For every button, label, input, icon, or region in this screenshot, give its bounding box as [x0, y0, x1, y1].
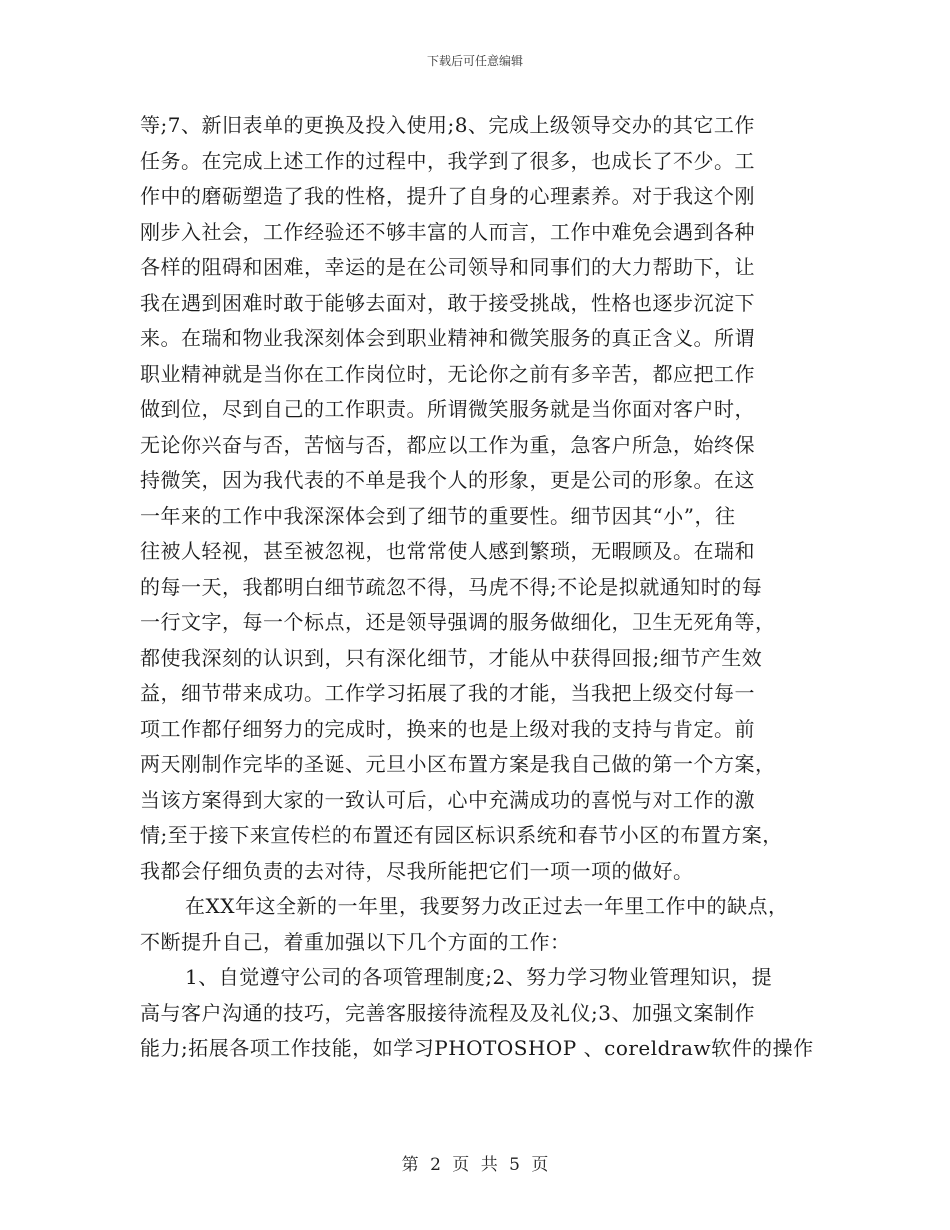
- text-line: 无论你兴奋与否，苦恼与否，都应以工作为重，急客户所急，始终保: [140, 432, 755, 457]
- page-number-footer: 第 2 页 共 5 页: [401, 1155, 549, 1175]
- text-line: 一年来的工作中我深深体会到了细节的重要性。细节因其“小”，往: [140, 503, 736, 528]
- paragraph-work-summary: [140, 108, 812, 889]
- text-line: 我都会仔细负责的去对待，尽我所能把它们一项一项的做好。: [140, 858, 694, 883]
- page-header: 下载后可任意编辑: [426, 54, 523, 68]
- text-line: 当该方案得到大家的一致认可后，心中充满成功的喜悦与对工作的激: [140, 787, 755, 812]
- text-line: 一行文字，每一个标点，还是领导强调的服务做细化，卫生无死角等，: [140, 610, 776, 634]
- text-line: 在XX年这全新的一年里，我要努力改正过去一年里工作中的缺点，: [185, 894, 789, 918]
- text-line: 能力;拓展各项工作技能，如学习PHOTOSHOP 、coreldraw软件的操作: [140, 1036, 814, 1060]
- text-line: 不断提升自己，着重加强以下几个方面的工作：: [140, 929, 571, 954]
- text-line: 职业精神就是当你在工作岗位时，无论你之前有多辛苦，都应把工作: [140, 361, 755, 386]
- document-body: [140, 108, 812, 1067]
- text-line: 任务。在完成上述工作的过程中，我学到了很多，也成长了不少。工: [140, 148, 755, 173]
- text-line: 做到位，尽到自己的工作职责。所谓微笑服务就是当你面对客户时，: [140, 397, 755, 421]
- text-line: 两天刚制作完毕的圣诞、元旦小区布置方案是我自己做的第一个方案，: [140, 752, 776, 776]
- text-line: 的每一天，我都明白细节疏忽不得，马虎不得;不论是拟就通知时的每: [140, 574, 763, 599]
- text-line: 情;至于接下来宣传栏的布置还有园区标识系统和春节小区的布置方案，: [140, 823, 783, 847]
- text-line: 来。在瑞和物业我深刻体会到职业精神和微笑服务的真正含义。所谓: [140, 326, 755, 350]
- text-line: 都使我深刻的认识到，只有深化细节，才能从中获得回报;细节产生效: [140, 645, 763, 670]
- paragraph-plan-items: [140, 960, 812, 1067]
- text-line: 等;7、新旧表单的更换及投入使用;8、完成上级领导交办的其它工作: [140, 113, 755, 137]
- text-line: 项工作都仔细努力的完成时，换来的也是上级对我的支持与肯定。前: [140, 716, 755, 741]
- text-line: 益，细节带来成功。工作学习拓展了我的才能，当我把上级交付每一: [140, 681, 755, 705]
- text-line: 作中的磨砺塑造了我的性格，提升了自身的心理素养。对于我这个刚: [140, 184, 755, 208]
- text-line: 往被人轻视，甚至被忽视，也常常使人感到繁琐，无暇顾及。在瑞和: [140, 539, 755, 563]
- text-line: 我在遇到困难时敢于能够去面对，敢于接受挑战，性格也逐步沉淀下: [140, 290, 755, 315]
- paragraph-new-year-plan: [140, 889, 812, 960]
- text-line: 高与客户沟通的技巧，完善客服接待流程及及礼仪;3、加强文案制作: [140, 1000, 755, 1025]
- text-line: 持微笑，因为我代表的不单是我个人的形象，更是公司的形象。在这: [140, 468, 755, 492]
- text-line: 刚步入社会，工作经验还不够丰富的人而言，工作中难免会遇到各种: [140, 219, 755, 244]
- text-line: 1、自觉遵守公司的各项管理制度;2、努力学习物业管理知识，提: [185, 965, 773, 989]
- text-line: 各样的阻碍和困难，幸运的是在公司领导和同事们的大力帮助下，让: [140, 255, 755, 279]
